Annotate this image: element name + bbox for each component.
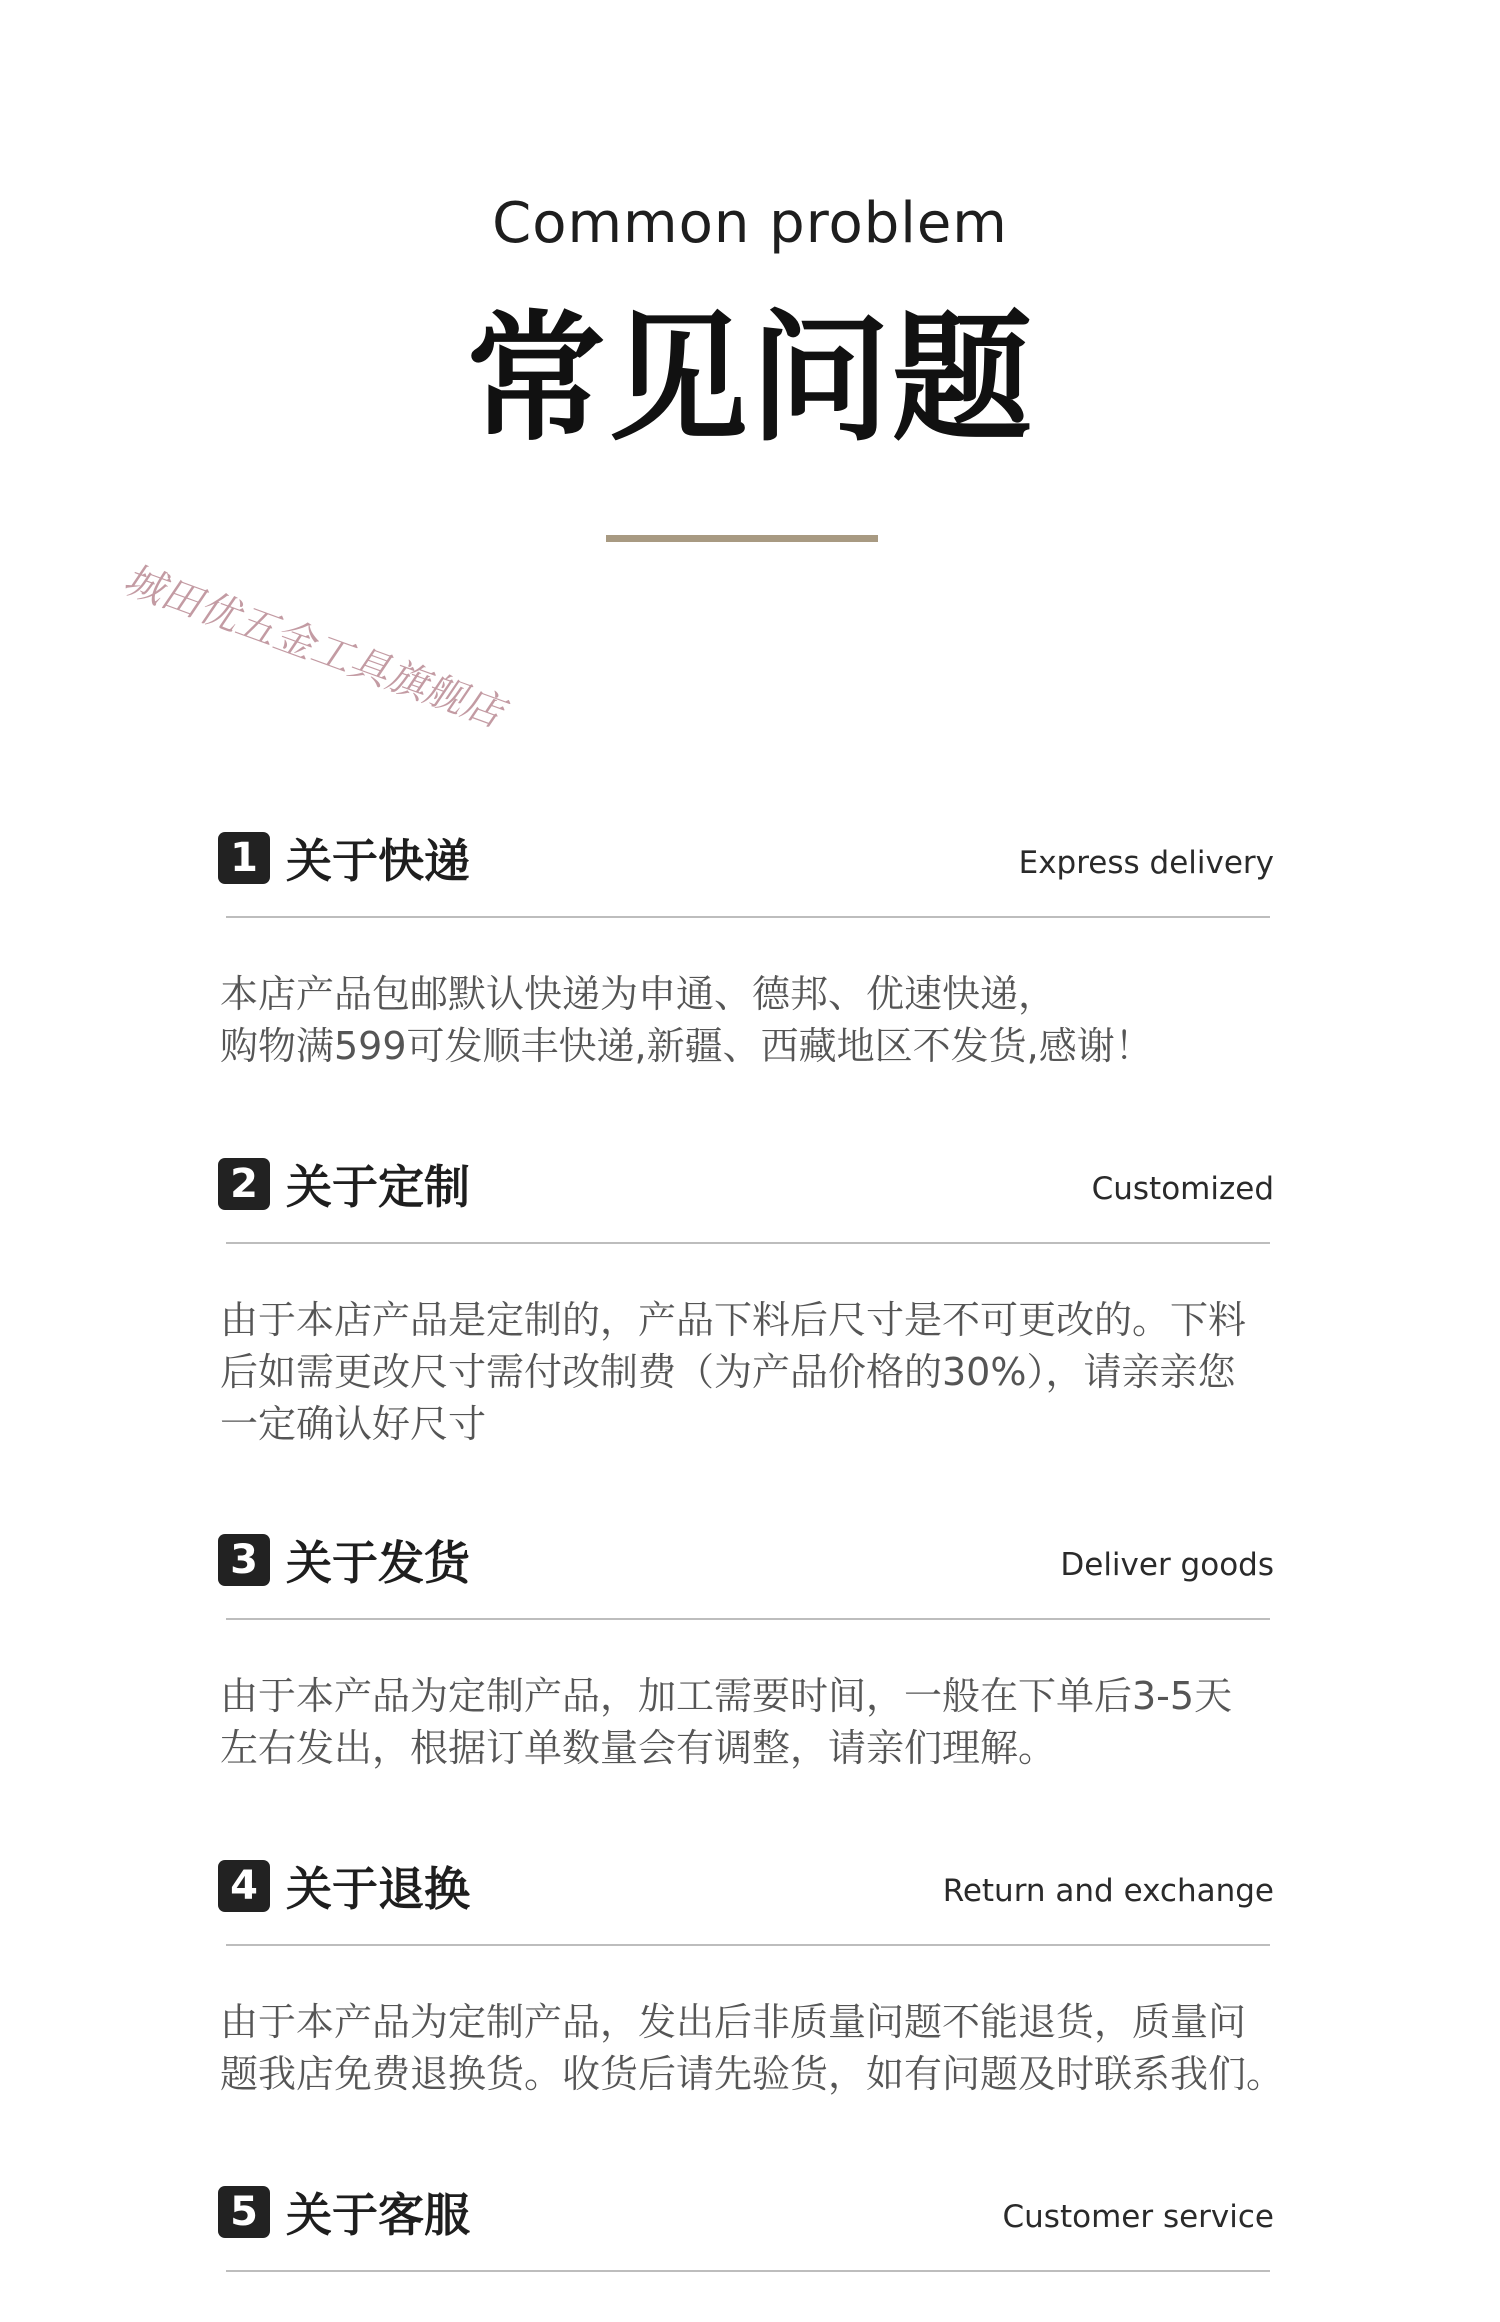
section-title: 关于发货: [286, 1536, 470, 1590]
section-subtitle-en: Return and exchange: [942, 1873, 1274, 1909]
section-body: [220, 1670, 1320, 1774]
section-title: 关于客服: [286, 2188, 470, 2242]
title-divider: [606, 535, 878, 542]
body-line: 由于本产品为定制产品，加工需要时间，一般在下单后3-5天: [220, 1674, 1233, 1718]
section-divider: [226, 1944, 1270, 1946]
section-heading: [218, 1858, 470, 1914]
store-watermark: 城田优五金工具旗舰店: [117, 556, 509, 737]
section-heading: [218, 1532, 470, 1588]
section-heading: [218, 830, 470, 886]
section-title: 关于快递: [286, 834, 470, 888]
body-line: 由于本产品为定制产品，发出后非质量问题不能退货，质量问: [220, 2000, 1247, 2044]
body-line: 购物满599可发顺丰快递,新疆、西藏地区不发货,感谢！: [220, 1024, 1153, 1068]
section-title: 关于定制: [286, 1160, 470, 1214]
section-title: 关于退换: [286, 1862, 470, 1916]
section-divider: [226, 2270, 1270, 2272]
section-divider: [226, 916, 1270, 918]
section-heading: [218, 2184, 470, 2240]
section-number-badge: 4: [218, 1860, 270, 1912]
section-number-badge: 1: [218, 832, 270, 884]
section-body: [220, 1996, 1320, 2100]
page-header: [0, 0, 1500, 737]
section-subtitle-en: Express delivery: [1018, 845, 1274, 881]
body-line: 后如需更改尺寸需付改制费（为产品价格的30%），请亲亲您: [220, 1350, 1236, 1394]
page-title-en: Common problem: [492, 191, 1008, 256]
section-subtitle-en: Customized: [1091, 1171, 1274, 1207]
section-subtitle-en: Customer service: [1002, 2199, 1274, 2235]
section-number-badge: 5: [218, 2186, 270, 2238]
section-divider: [226, 1618, 1270, 1620]
page-title-cn: 常见问题: [465, 298, 1034, 461]
body-line: 左右发出，根据订单数量会有调整，请亲们理解。: [220, 1726, 1057, 1770]
section-number-badge: 2: [218, 1158, 270, 1210]
body-line: 题我店免费退换货。收货后请先验货，如有问题及时联系我们。: [220, 2052, 1285, 2096]
section-number-badge: 3: [218, 1534, 270, 1586]
section-subtitle-en: Deliver goods: [1060, 1547, 1274, 1583]
section-body: [220, 1294, 1320, 1450]
section-body: [220, 968, 1320, 1072]
body-line: 一定确认好尺寸: [220, 1402, 487, 1446]
section-heading: [218, 1156, 470, 1212]
section-divider: [226, 1242, 1270, 1244]
body-line: 本店产品包邮默认快递为申通、德邦、优速快递，: [220, 972, 1057, 1016]
body-line: 由于本店产品是定制的，产品下料后尺寸是不可更改的。下料: [220, 1298, 1247, 1342]
